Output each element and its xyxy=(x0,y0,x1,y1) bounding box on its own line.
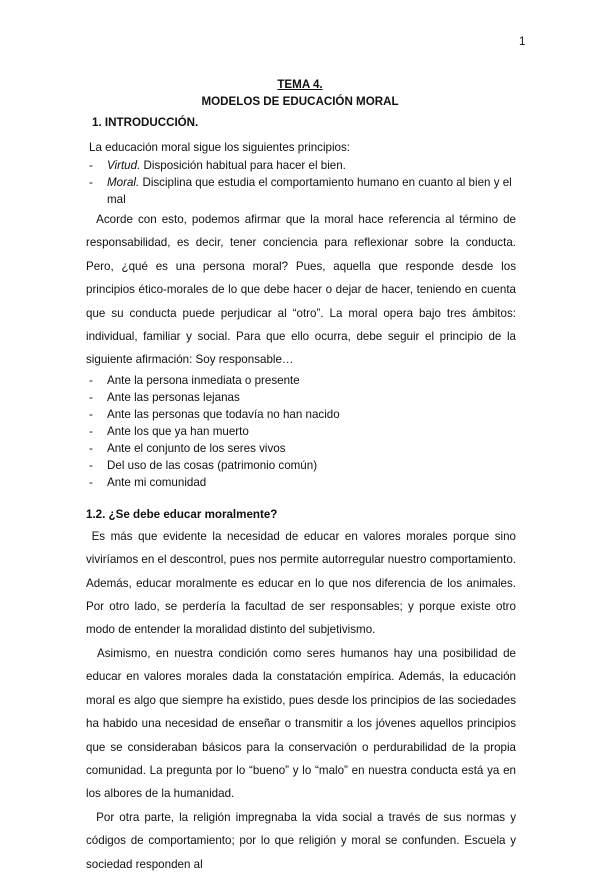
paragraph-text: Asimismo, en nuestra condición como seres humanos hay una posibilidad de educar en valores morales dada la constatación empírica. Además, la educación moral es algo que siempre ha existido, pues desde los principios de las sociedades ha habido una necesidad de enseñar o transmitir a los jóvenes aquellos principios que se consideraban básicos para la conservación o perdurabilidad de la propia comunidad. La pregunta por lo “bueno” y lo “malo” en nuestra conducta está ya en los albores de la humanidad. xyxy=(86,646,516,801)
section-heading-moral-education: 1.2. ¿Se debe educar moralmente? xyxy=(86,507,278,521)
page-number: 1 xyxy=(519,36,526,48)
principle-definition: Disposición habitual para hacer el bien. xyxy=(140,159,346,172)
principles-intro: La educación moral sigue los siguientes principios: xyxy=(89,141,351,154)
list-item: - Ante los que ya han muerto xyxy=(86,423,516,440)
document-body xyxy=(86,138,516,876)
list-item: - Ante las personas lejanas xyxy=(86,389,516,406)
principle-definition: Disciplina que estudia el comportamiento humano en cuanto al bien y el mal xyxy=(107,176,512,206)
paragraph xyxy=(86,806,516,876)
paragraph-text: Acorde con esto, podemos afirmar que la moral hace referencia al término de responsabilidad, es decir, tener conciencia para reflexionar sobre la conducta. Pero, ¿qué es una persona moral? Pues, aquella que responde desde los principios ético-morales de lo que debe hacer o dejar de hacer, teniendo en cuenta que su conducta puede perjudicar al “otro”. La moral opera bajo tres ámbitos: individual, familiar y social. Para que ello ocurra, debe seguir el principio de la siguiente afirmación: Soy responsable… xyxy=(86,213,516,367)
principle-term: Moral. xyxy=(107,176,140,189)
list-item xyxy=(86,174,516,208)
paragraph-text: Por otra parte, la religión impregnaba la vida social a través de sus normas y códigos de comportamiento; por lo que religión y moral se confunden. Escuela y sociedad responden al xyxy=(86,810,516,871)
principle-term: Virtud. xyxy=(107,159,141,172)
list-item: - Ante la persona inmediata o presente xyxy=(86,372,516,389)
section-heading-introduction: 1. INTRODUCCIÓN. xyxy=(92,116,199,129)
principles-list xyxy=(86,157,516,208)
responsibility-list xyxy=(86,372,516,491)
paragraph xyxy=(86,208,516,372)
paragraph xyxy=(86,642,516,806)
topic-title: MODELOS DE EDUCACIÓN MORAL xyxy=(201,95,399,108)
topic-number: TEMA 4. xyxy=(277,78,323,91)
paragraph-text: Es más que evidente la necesidad de educar en valores morales porque sino viviríamos en el descontrol, pues nos permite autorregular nuestro comportamiento. Además, educar moralmente es educar en lo que nos diferencia de los animales. Por otro lado, se perdería la facultad de ser responsables; y porque existe otro modo de entender la moralidad distinto del subjetivismo. xyxy=(86,529,516,637)
list-item: - Ante el conjunto de los seres vivos xyxy=(86,440,516,457)
paragraph xyxy=(86,525,516,642)
list-item: - Del uso de las cosas (patrimonio común) xyxy=(86,457,516,474)
list-item xyxy=(86,157,516,174)
document-title xyxy=(0,76,600,110)
list-item: - Ante mi comunidad xyxy=(86,474,516,491)
list-item: - Ante las personas que todavía no han nacido xyxy=(86,406,516,423)
